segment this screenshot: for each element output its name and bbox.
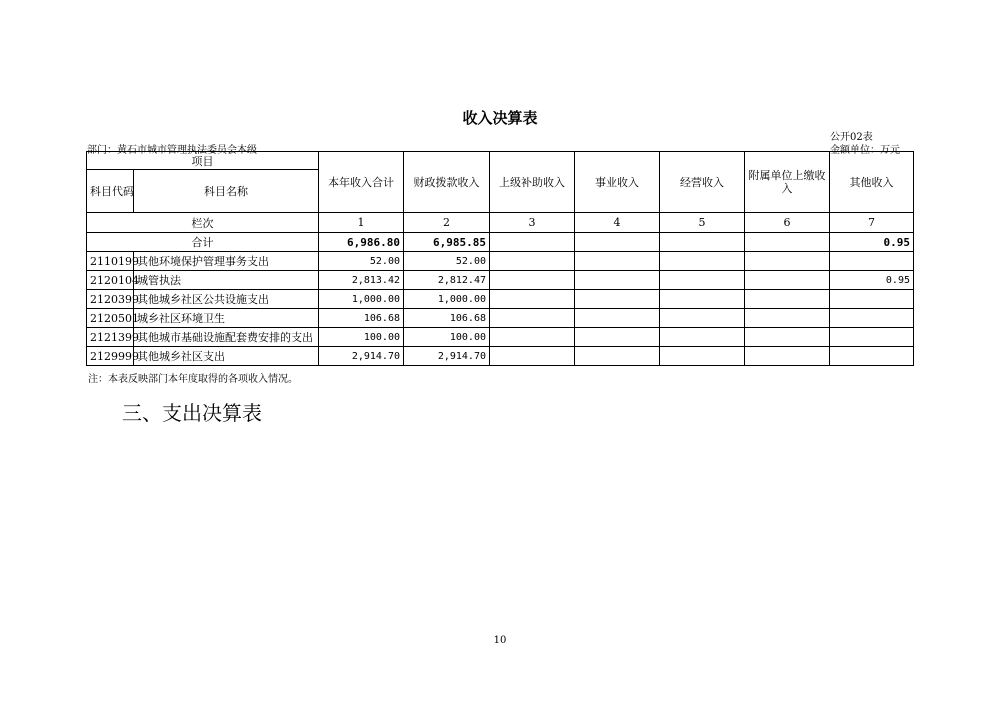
header-code: 科目代码 (87, 170, 134, 213)
fiscal-cell: 100.00 (404, 328, 490, 347)
total-income-cell: 100.00 (319, 328, 404, 347)
table-row (87, 271, 914, 290)
header-name: 科目名称 (134, 170, 319, 213)
subject-code: 2120501 (87, 309, 134, 328)
subject-name: 其他城乡社区支出 (134, 347, 319, 366)
table-row (87, 252, 914, 271)
fiscal-cell: 106.68 (404, 309, 490, 328)
total-income-cell: 106.68 (319, 309, 404, 328)
table-row (87, 328, 914, 347)
index-row (87, 213, 914, 233)
subject-name: 其他环境保护管理事务支出 (134, 252, 319, 271)
header-superior-subsidy: 上级补助收入 (490, 152, 575, 213)
page-title: 收入决算表 (462, 109, 538, 127)
fiscal-cell: 2,812.47 (404, 271, 490, 290)
form-number: 公开02表 (830, 132, 873, 143)
header-item: 项目 (87, 152, 319, 170)
index-number: 2 (404, 213, 490, 233)
subject-code: 2110199 (87, 252, 134, 271)
fiscal-cell: 2,914.70 (404, 347, 490, 366)
index-number: 1 (319, 213, 404, 233)
income-table (86, 151, 914, 366)
other-income-cell (830, 252, 914, 271)
subject-name: 其他城乡社区公共设施支出 (134, 290, 319, 309)
total-other-value: 0.95 (830, 233, 914, 252)
subject-name: 其他城市基础设施配套费安排的支出 (134, 328, 319, 347)
fiscal-cell: 1,000.00 (404, 290, 490, 309)
subject-code: 2120399 (87, 290, 134, 309)
index-number: 3 (490, 213, 575, 233)
table-row (87, 309, 914, 328)
header-business-income: 事业收入 (575, 152, 660, 213)
table-row (87, 290, 914, 309)
other-income-cell (830, 290, 914, 309)
total-income-cell: 2,813.42 (319, 271, 404, 290)
total-fiscal-value: 6,985.85 (404, 233, 490, 252)
subject-code: 2121399 (87, 328, 134, 347)
index-number: 7 (830, 213, 914, 233)
subject-code: 2120104 (87, 271, 134, 290)
subject-name: 城管执法 (134, 271, 319, 290)
total-income-cell: 52.00 (319, 252, 404, 271)
total-label: 合计 (87, 233, 319, 252)
header-fiscal-appropriation: 财政拨款收入 (404, 152, 490, 213)
index-number: 4 (575, 213, 660, 233)
other-income-cell (830, 347, 914, 366)
table-note: 注：本表反映部门本年度取得的各项收入情况。 (88, 374, 298, 385)
index-number: 5 (660, 213, 745, 233)
other-income-cell (830, 328, 914, 347)
table-row (87, 347, 914, 366)
subject-name: 城乡社区环境卫生 (134, 309, 319, 328)
total-row (87, 233, 914, 252)
header-affiliated-unit-income: 附属单位上缴收入 (745, 152, 830, 213)
index-number: 6 (745, 213, 830, 233)
total-income-value: 6,986.80 (319, 233, 404, 252)
department-label: 部门：黄石市城市管理执法委员会本级 (87, 145, 257, 156)
header-operating-income: 经营收入 (660, 152, 745, 213)
index-label: 栏次 (87, 213, 319, 233)
amount-unit-label: 金额单位：万元 (830, 145, 900, 156)
total-income-cell: 1,000.00 (319, 290, 404, 309)
page-number: 10 (493, 635, 507, 646)
fiscal-cell: 52.00 (404, 252, 490, 271)
header-other-income: 其他收入 (830, 152, 914, 213)
header-total-income: 本年收入合计 (319, 152, 404, 213)
subject-code: 2129999 (87, 347, 134, 366)
other-income-cell: 0.95 (830, 271, 914, 290)
section-heading: 三、支出决算表 (122, 401, 262, 425)
other-income-cell (830, 309, 914, 328)
total-income-cell: 2,914.70 (319, 347, 404, 366)
